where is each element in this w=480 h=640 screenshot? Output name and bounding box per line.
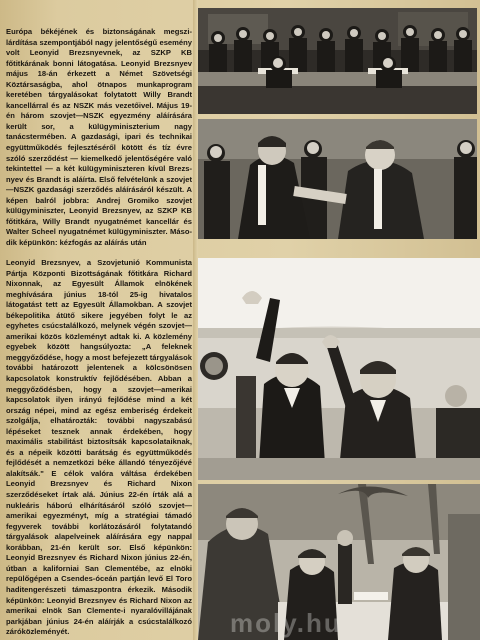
watermark: moly.hu (230, 608, 342, 638)
handshake-photo (198, 119, 477, 239)
signing-ceremony-photo (198, 8, 477, 114)
article-text-top: Európa békéjének és biztonságának megszilárdítása szempontjából nagy jelentőségű esemény volt Leonyid Brezsnyevnek, az SZKP KB főtitkárának bonni látogatása. Leonyid Brezsnyev május 18-án érkezett a Német Szövetségi Köztársaságba, ahol ötnapos munkaprogram keretében tárgyalásokat folytatott Willy Brandt kancellárral és az NSZK más vezetőivel. Május 19-én három szovjet—NSZK egyezmény aláírására került sor, a külügyminiszterium nagy tanácstermében. A gazdasági, ipari és technikai együttműködés fejlesztéséről kötött és tíz évre szóló szerződést — kiemelkedő jelentőségére való tekintettel — a két külügyminiszteren kívül Brezsnyev és Brandt is aláírta. Első felvételünk a szovjet—NSZK gazdasági szerződés aláírásáról készült. A képen balról jobbra: Andrej Gromiko szovjet külügyminiszter, Leonyid Brezsnyev, az SZKP KB főtitkára, Willy Brandt nyugatnémet kancellár és Walter Scheel nyugatnémet külügyminiszter. Második képünkön: kézfogás az aláírás után (6, 27, 192, 247)
san-clemente-signing-photo (198, 484, 480, 640)
airplane-arrival-photo (198, 258, 480, 480)
article-text-bottom: Leonyid Brezsnyev, a Szovjetunió Kommunista Pártja Központi Bizottságának főtitkára Richard Nixonnak, az Egyesült Államok elnökének meghívására június 18-tól 25-ig hivatalos látogatást tett az Egyesült Államokban. A szovjet békepolitika átütő sikere jegyében folyt le az egyhetes csúcstalálkozó, melynek végén szovjet—amerikai közös közleményt adtak ki. A közlemény egyebek között hangsúlyozta: „A feleknek meggyőződése, hogy a most befejezett tárgyalások további határozott jelentenek a kölcsönösen kapcsolatok konstruktív fejlődésében. Abban a meggyőződésben, hogy a szovjet—amerikai kapcsolatok ilyen irányú fejlődése mind a két ország népei, mind az egész emberiség érdekeit szolgálja, elhatározták: további nagyszabású lépéseket tesznek annak érdekében, hogy maximális stabilitást biztosítsák kapcsolataiknak, és a népeik közötti barátság és együttműködés fejlődését a nemzetközi béke állandó tényezőjévé alakítsák." E célok valóra váltása érdekében Leonyid Brezsnyev és Richard Nixon szerződéseket írtak alá. Június 22-én írták alá a nukleáris háború elhárításáról szóló szovjet—amerikai egyezményt, míg a stratégiai támadó fegyverek további korlátozásáról folytatandó tárgyalások alapelveinek aláírására egy nappal korábban, 21-én került sor. Első képünkön: Leonyid Brezsnyev és Richard Nixon június 22-én, útban a kaliforniai San Clementébe, az elnöki repülőgépen a Csendes-óceán partján levő El Toro haditengerészeti támaszpontra érkezik. Második képünkön: Leonyid Brezsnyev és Richard Nixon az amerikai elnök San Clemente-i nyaralóvillájának parkjában június 24-én aláírják a csúcstalálkozó záróközleményét. (6, 258, 192, 637)
